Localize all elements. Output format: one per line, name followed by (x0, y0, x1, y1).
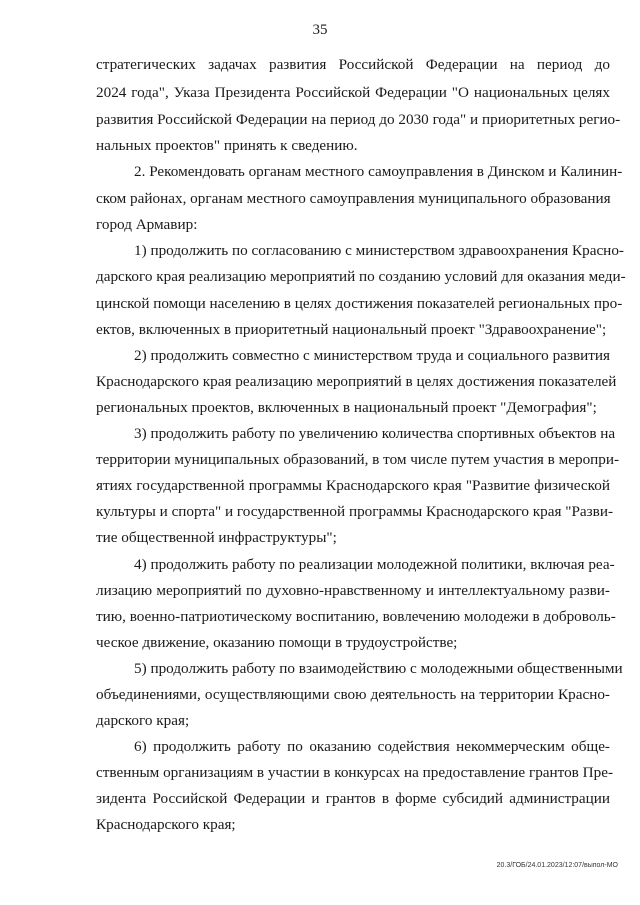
body-text-line: 2) продолжить совместно с министерством труда и социального развития (134, 347, 610, 364)
body-text-line: 1) продолжить по согласованию с министерством здравоохранения Красно- (134, 242, 624, 259)
body-text-line: стратегических задачах развития Российской Федерации на период до (96, 56, 610, 73)
body-text-line: лизацию мероприятий по духовно-нравственному и интеллектуальному разви- (96, 582, 610, 599)
footer-document-code: 20.3/ГОБ/24.01.2023/12:07/выпол-МО (496, 862, 618, 869)
body-text-line: нальных проектов" принять к сведению. (96, 137, 358, 154)
body-text-line: ятиях государственной программы Краснодарского края "Развитие физической (96, 477, 610, 494)
body-text-line: развития Российской Федерации на период до 2030 года" и приоритетных регио- (96, 111, 621, 128)
body-text-line: 4) продолжить работу по реализации молодежной политики, включая реа- (134, 556, 615, 573)
body-text-line: региональных проектов, включенных в национальный проект "Демография"; (96, 399, 597, 416)
body-text-line: тие общественной инфраструктуры"; (96, 529, 337, 546)
body-text-line: ском районах, органам местного самоуправления муниципального образования (96, 190, 611, 207)
body-text-line: город Армавир: (96, 216, 198, 233)
page-number: 35 (312, 22, 328, 38)
body-text-line: цинской помощи населению в целях достижения показателей региональных про- (96, 295, 623, 312)
body-text-line: Краснодарского края; (96, 816, 236, 833)
body-text-line: дарского края реализацию мероприятий по созданию условий для оказания меди- (96, 268, 626, 285)
body-text-line: 5) продолжить работу по взаимодействию с молодежными общественными (134, 660, 623, 677)
body-text-line: объединениями, осуществляющими свою деятельность на территории Красно- (96, 686, 610, 703)
body-text-line: 2024 года", Указа Президента Российской Федерации "О национальных целях (96, 84, 610, 101)
body-text-line: тию, военно-патриотическому воспитанию, вовлечению молодежи в доброволь- (96, 608, 616, 625)
body-text-line: 6) продолжить работу по оказанию содействия некоммерческим обще- (134, 738, 610, 755)
body-text-line: ственным организациям в участии в конкурсах на предоставление грантов Пре- (96, 764, 614, 781)
body-text-line: 2. Рекомендовать органам местного самоуправления в Динском и Калинин- (134, 163, 623, 180)
body-text-line: культуры и спорта" и государственной программы Краснодарского края "Разви- (96, 503, 614, 520)
body-text-line: ческое движение, оказанию помощи в трудоустройстве; (96, 634, 458, 651)
body-text-line: Краснодарского края реализацию мероприятий в целях достижения показателей (96, 373, 617, 390)
body-text-line: зидента Российской Федерации и грантов в форме субсидий администрации (96, 790, 610, 807)
body-text-line: дарского края; (96, 712, 190, 729)
body-text-line: территории муниципальных образований, в том числе путем участия в меропри- (96, 451, 620, 468)
body-text-line: 3) продолжить работу по увеличению количества спортивных объектов на (134, 425, 616, 442)
body-text-line: ектов, включенных в приоритетный национальный проект "Здравоохранение"; (96, 321, 607, 338)
